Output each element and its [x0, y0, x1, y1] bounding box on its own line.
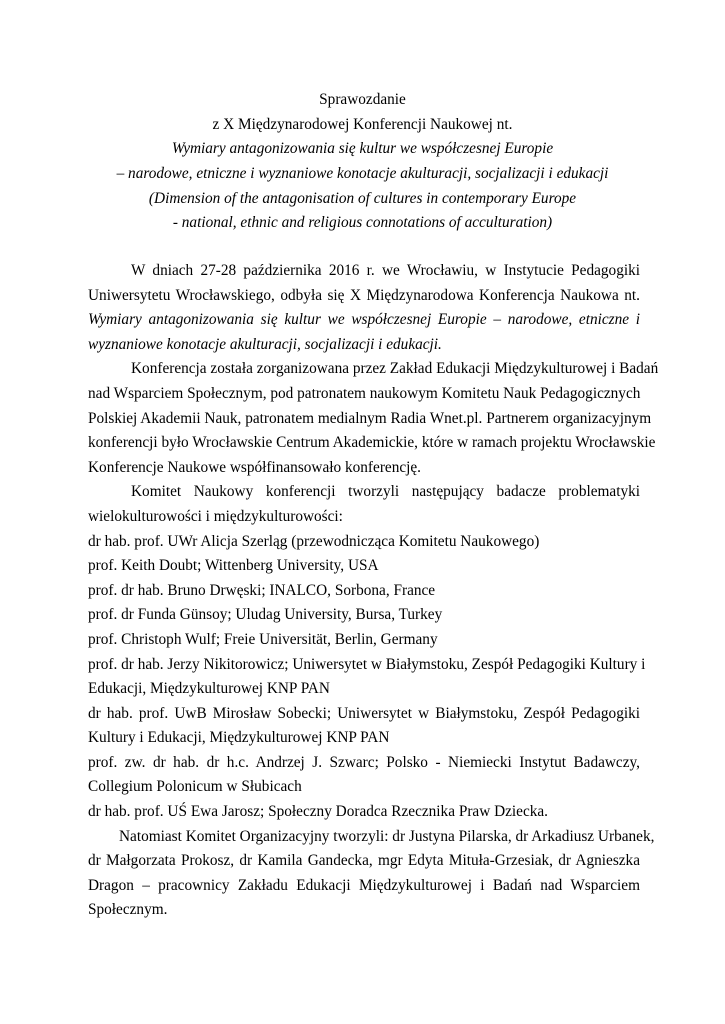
- list-item: Kultury i Edukacji, Międzykulturowej KNP PAN: [88, 729, 390, 747]
- title-line-5: (Dimension of the antagonisation of cultures in contemporary Europe: [148, 189, 577, 207]
- text-line: Komitet Naukowy konferencji tworzyli następujący badacze problematyki: [131, 483, 640, 501]
- list-item: dr hab. prof. UŚ Ewa Jarosz; Społeczny Doradca Rzecznika Praw Dziecka.: [88, 803, 549, 821]
- text-line: Polskiej Akademii Nauk, patronatem medialnym Radia Wnet.pl. Partnerem organizacyjnym: [88, 409, 652, 427]
- committee-list: [88, 530, 646, 825]
- text-line: wyznaniowe konotacje akulturacji, socjalizacji i edukacji.: [88, 335, 442, 353]
- list-item: prof. zw. dr hab. dr h.c. Andrzej J. Szwarc; Polsko - Niemiecki Instytut Badawczy,: [88, 753, 640, 771]
- paragraph-organizing-committee: [88, 825, 655, 923]
- text-line: Dragon – pracownicy Zakładu Edukacji Międzykulturowej i Badań nad Wsparciem: [88, 876, 640, 894]
- paragraph-scientific-committee: [88, 480, 640, 529]
- text-line: Konferencje Naukowe współfinansowało konferencję.: [88, 458, 422, 476]
- title-line-6: - national, ethnic and religious connotations of acculturation): [172, 214, 553, 232]
- text-line: Wymiary antagonizowania się kultur we współczesnej Europie – narodowe, etniczne i: [88, 311, 640, 329]
- list-item: prof. Keith Doubt; Wittenberg University, USA: [88, 557, 379, 575]
- report-title: [0, 88, 725, 236]
- paragraph-organization: [88, 357, 659, 480]
- list-item: Edukacji, Międzykulturowej KNP PAN: [88, 680, 330, 698]
- text-line: Uniwersytetu Wrocławskiego, odbyła się X Międzynarodowa Konferencja Naukowa nt.: [88, 286, 640, 304]
- report-body: [88, 259, 659, 923]
- paragraph-intro: [88, 259, 640, 357]
- text-line: konferencji było Wrocławskie Centrum Akademickie, które w ramach projektu Wrocławskie: [88, 434, 656, 452]
- text-line: W dniach 27-28 października 2016 r. we Wrocławiu, w Instytucie Pedagogiki: [131, 262, 640, 279]
- text-line: wielokulturowości i międzykulturowości:: [88, 507, 343, 525]
- text-line: nad Wsparciem Społecznym, pod patronatem naukowym Komitetu Nauk Pedagogicznych: [88, 384, 641, 402]
- list-item: prof. dr hab. Jerzy Nikitorowicz; Uniwersytet w Białymstoku, Zespół Pedagogiki Kultury i: [88, 655, 646, 673]
- list-item: prof. dr hab. Bruno Drwęski; INALCO, Sorbona, France: [88, 581, 436, 599]
- list-item: prof. Christoph Wulf; Freie Universität, Berlin, Germany: [88, 630, 438, 648]
- list-item: dr hab. prof. UWr Alicja Szerląg (przewodnicząca Komitetu Naukowego): [88, 532, 540, 550]
- list-item: dr hab. prof. UwB Mirosław Sobecki; Uniwersytet w Białymstoku, Zespół Pedagogiki: [88, 704, 640, 722]
- title-line-1: Sprawozdanie: [319, 91, 406, 108]
- text-line: Konferencja została zorganizowana przez Zakład Edukacji Międzykulturowej i Badań: [131, 360, 659, 378]
- list-item: prof. dr Funda Günsoy; Uludag University, Bursa, Turkey: [88, 606, 443, 624]
- title-line-3: Wymiary antagonizowania się kultur we współczesnej Europie: [171, 140, 554, 158]
- text-line: dr Małgorzata Prokosz, dr Kamila Gandecka, mgr Edyta Mituła-Grzesiak, dr Agnieszka: [88, 852, 640, 870]
- list-item: Collegium Polonicum w Słubicach: [88, 778, 302, 796]
- title-line-2: z X Międzynarodowej Konferencji Naukowej nt.: [212, 115, 513, 133]
- text-line: Natomiast Komitet Organizacyjny tworzyli: dr Justyna Pilarska, dr Arkadiusz Urbanek,: [119, 827, 655, 845]
- title-line-4: – narodowe, etniczne i wyznaniowe konotacje akulturacji, socjalizacji i edukacji: [116, 165, 609, 183]
- text-line: Społecznym.: [88, 901, 168, 919]
